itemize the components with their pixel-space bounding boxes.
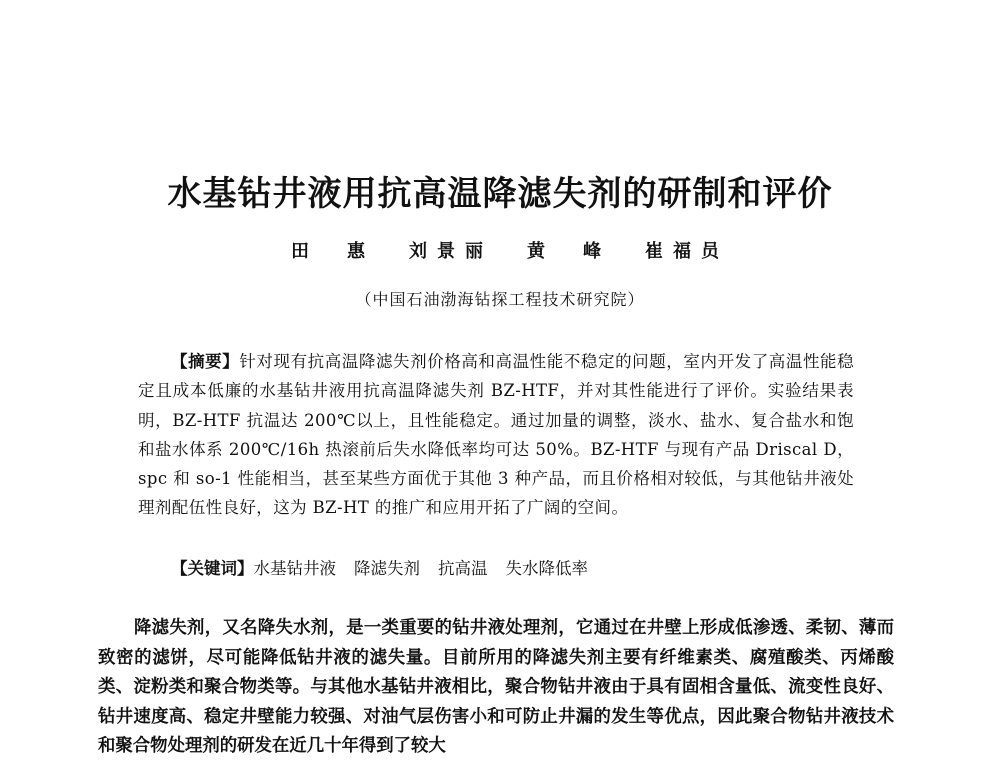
keywords-label: 【关键词】 (171, 559, 254, 578)
author-name: 黄 峰 (527, 241, 611, 262)
keyword: 降滤失剂 (354, 559, 420, 578)
abstract-text: 针对现有抗高温降滤失剂价格高和高温性能不稳定的问题，室内开发了高温性能稳定且成本低廉的水基钻井液用抗高温降滤失剂 BZ-HTF，并对其性能进行了评价。实验结果表明，BZ-HTF 抗温达 200℃以上，且性能稳定。通过加量的调整，淡水、盐水、复合盐水和饱和盐水体系 200℃/16h 热滚前后失水降低率均可达 50%。BZ-HTF 与现有产品 Driscal D，spc 和 so-1 性能相当，甚至某些方面优于其他 3 种产品，而且价格相对较低，与其他钻井液处理剂配伍性良好，这为 BZ-HT 的推广和应用开拓了广阔的空间。 (138, 352, 854, 518)
keywords (171, 555, 871, 579)
keyword: 抗高温 (438, 559, 488, 578)
affiliation: （中国石油渤海钻探工程技术研究院） (355, 290, 645, 309)
abstract-label: 【摘要】 (171, 352, 240, 371)
keyword: 失水降低率 (505, 559, 588, 578)
paper-title: 水基钻井液用抗高温降滤失剂的研制和评价 (167, 174, 833, 214)
keyword: 水基钻井液 (253, 559, 336, 578)
author-list (0, 237, 1000, 263)
abstract (138, 347, 854, 523)
body-paragraph: 降滤失剂，又名降失水剂，是一类重要的钻井液处理剂，它通过在井壁上形成低渗透、柔韧、薄而致密的滤饼，尽可能降低钻井液的滤失量。目前所用的降滤失剂主要有纤维素类、腐殖酸类、丙烯酸类、淀粉类和聚合物类等。与其他水基钻井液相比，聚合物钻井液由于具有固相含量低、流变性良好、钻井速度高、稳定井壁能力较强、对油气层伤害小和可防止井漏的发生等优点，因此聚合物钻井液技术和聚合物处理剂的研发在近几十年得到了较大 (98, 618, 894, 757)
author-name: 田 惠 (291, 241, 375, 262)
author-name: 刘景丽 (409, 241, 493, 262)
author-name: 崔福员 (645, 241, 729, 262)
